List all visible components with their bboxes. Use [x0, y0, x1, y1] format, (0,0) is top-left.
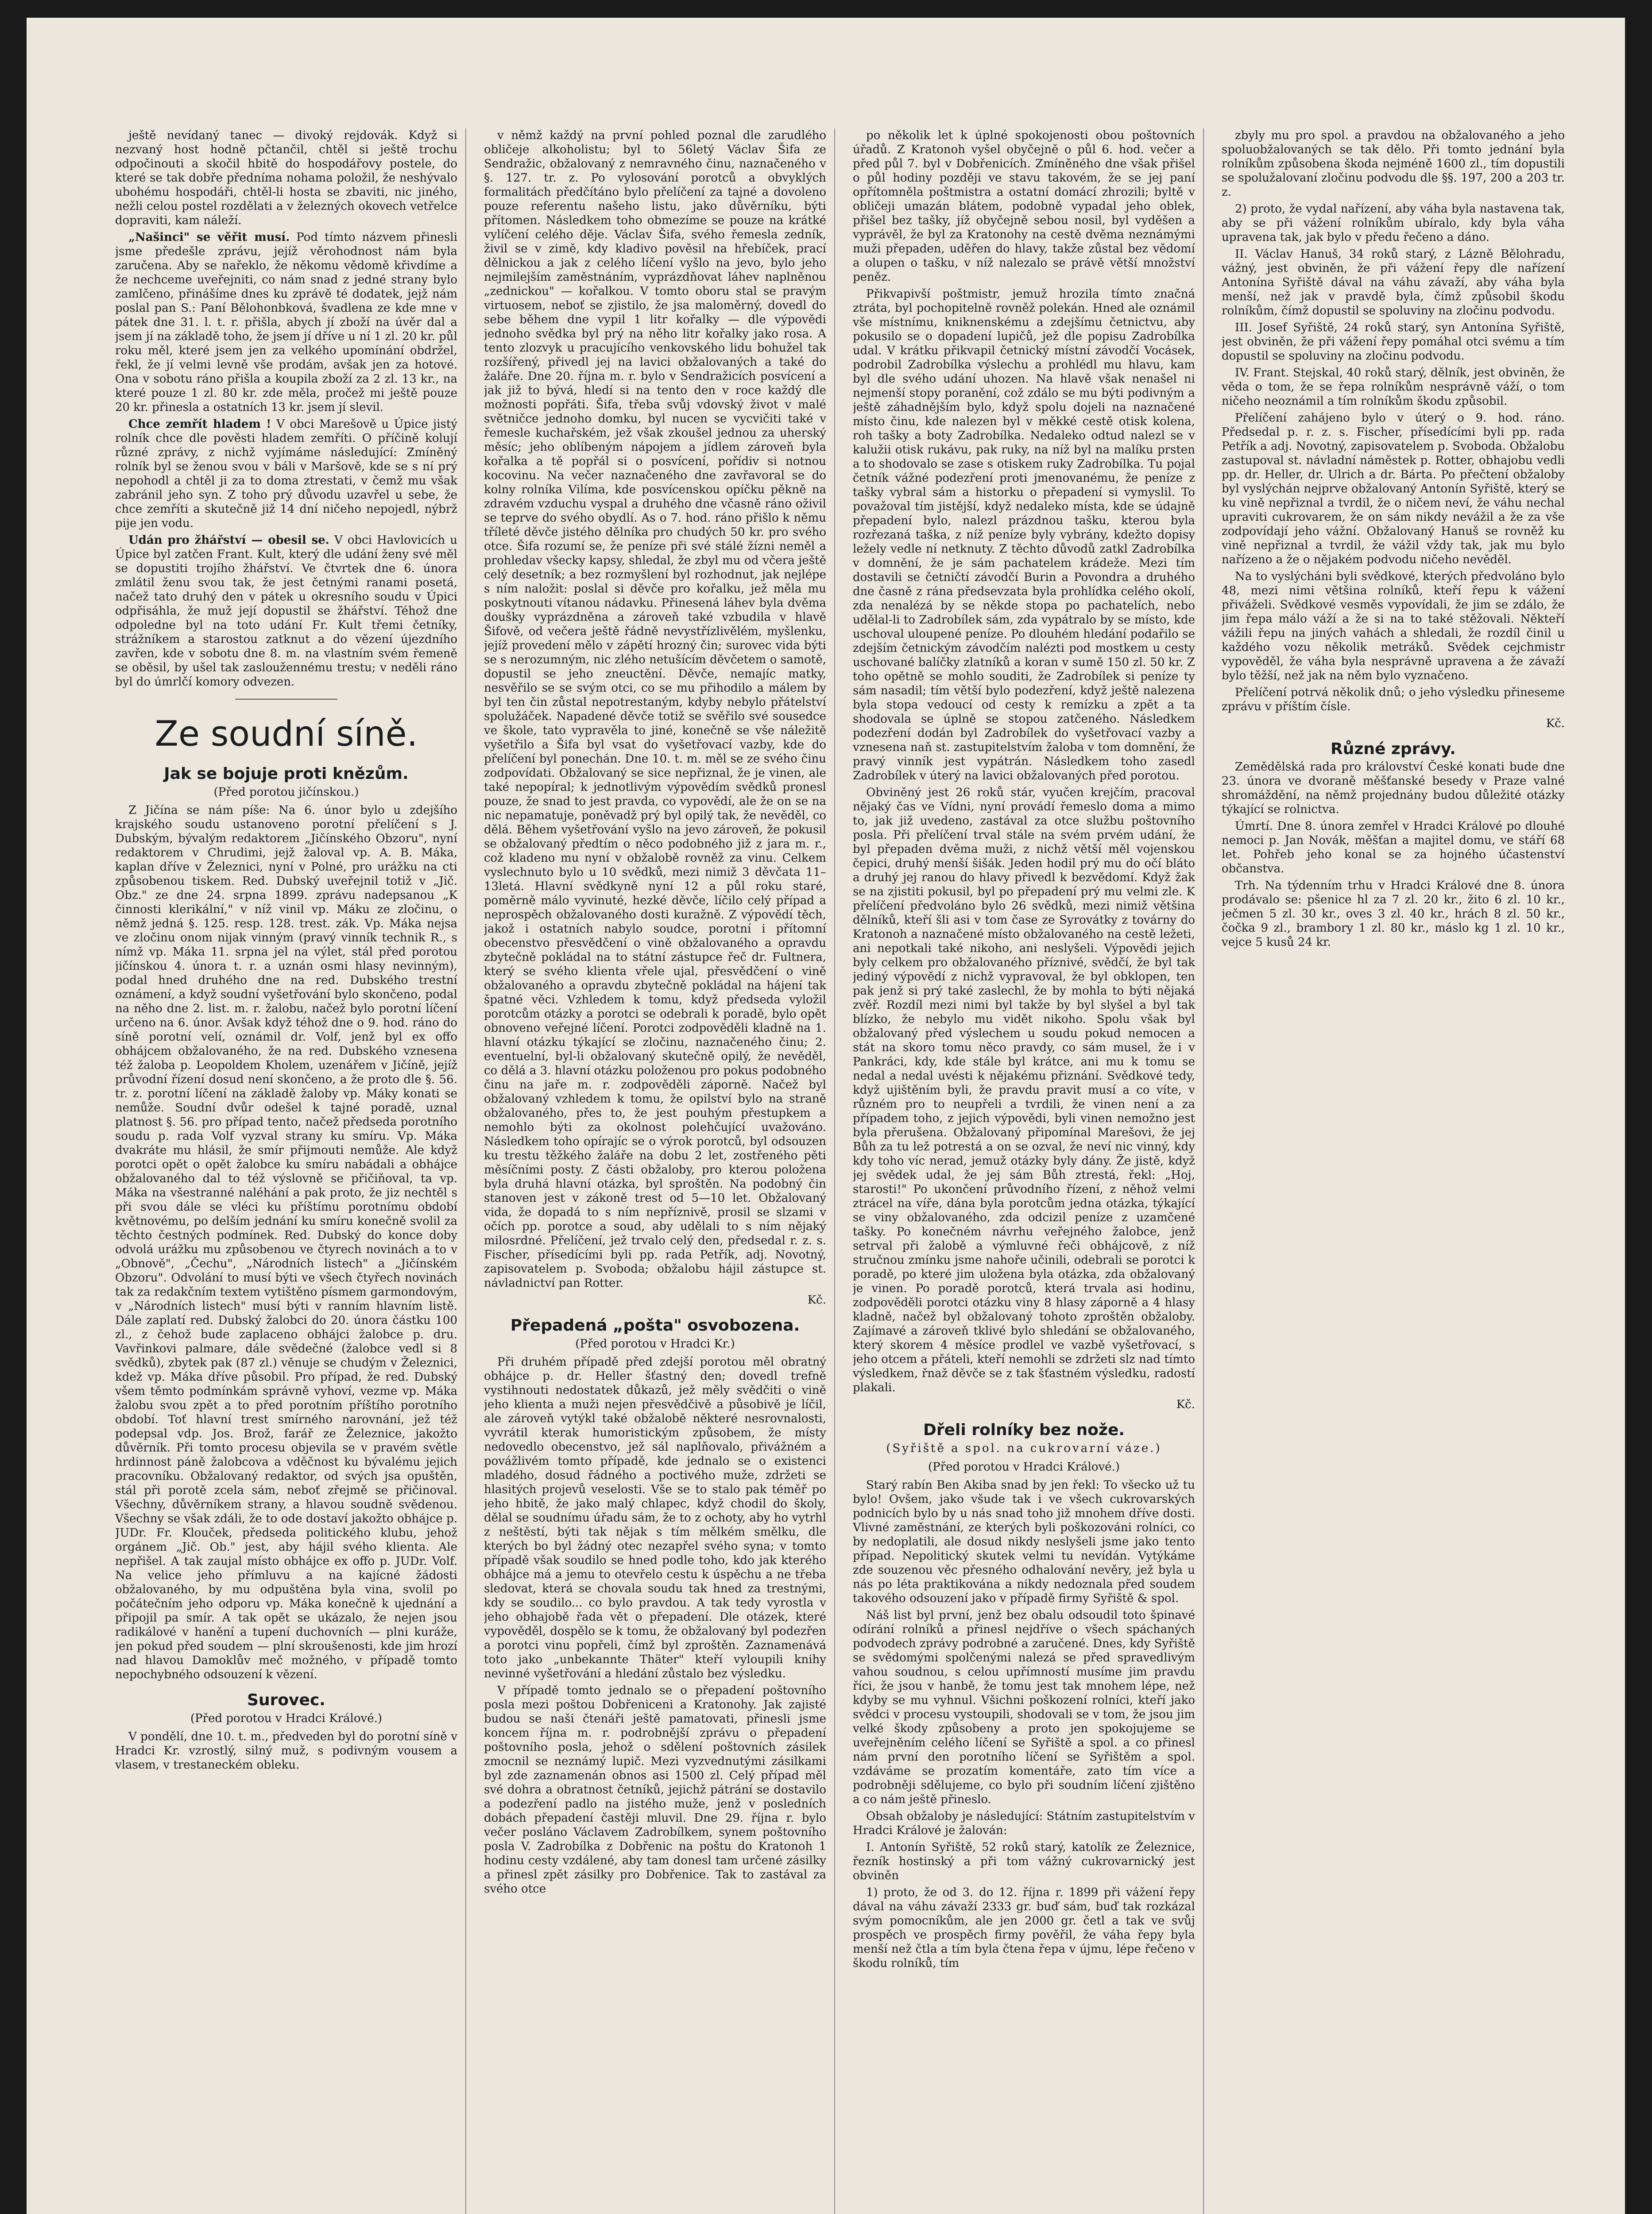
paragraph: zbyly mu pro spol. a pravdou na obžalovaného a jeho spoluobžalovaných se tak dělo. Při tomto jednání byla rolníkům způsobena škoda nejméně 1600 zl., tím dopustili se spolužalovaní zločinu podvodu dle §§. 197, 200 a 203 tr. z.: [1222, 129, 1565, 199]
paragraph: Obviněný jest 26 roků stár, vyučen krejčím, pracoval nějaký čas ve Vídni, nyní provádí řemeslo doma a mimo to, jak již uvedeno, zastával za otce službu poštovního posla. Při přelíčení trval stále na svém prvém udání, že byl přepaden dvěma muži, z nichž větší měl vojenskou čepici, druhý menší šišák. Jeden hodil prý mu do očí bláto a druhý jej ranou do hlavy přivedl k bezvědomí. Když žak se na zjistiti pokusil, byl po přepadení prý mu velmi zle. K přelíčení předvoláno bylo 26 svědků, mezi nimiž většina dělníků, kteří šli asi v tom čase ze Syrovátky z továrny do Kratonoh a naznačené místo obžalovaného na cestě ležeti, ani nepotkali také nikoho, ani neslyšeli. Výpovědi jejich byly celkem pro obžalovaného příznivé, svědčí, že byl tak jediný výpovědí z nichž vypravoval, že byl obklopen, ten pak jenž si prý také zaslechl, že by mohla to býti nějaká zvěř. Rozdíl mezi nimi byl takže by byl slyšel a byl tak blízko, že nebylo mu vidět nikoho. Spolu však byl obžalovaný před výslechem u soudu pokud nemocen a stát na skoro tomu něco pravdy, co sám musel, že i v Pankráci, kdy, kde stále byl krátce, ani mu k tomu se nedal a nedal uvésti k nějakému přiznání. Svědkové tedy, když ujištěním byli, že pravdu pravit musí a co víte, v různém pro to neupřeli a tvrdili, že vinen není a za případem toho, z jejich výpovědi, byli vinen nemožno jest byla přerušena. Obžalovaný připomínal Marešovi, že jej Bůh za tu lež potrestá a on se ozval, že neví nic vinný, kdy kdy toho víc nerad, jemuž otázky byly dány. Že jistě, když jej svědek udal, že jej sám Bůh ztrestá, řekl: „Hoj, starosti!" Po ukončení průvodního řízení, z něhož velmi ztrácel na víře, dána byla porotcům jedna otázka, týkající se viny obžalovaného, zda odcizil peníze z uzamčené tašky. Po konečném návrhu veřejného žalobce, jenž setrval při žalobě a výmluvné řeči obhájcově, z níž stručnou zmínku jsme nahoře učinili, odebrali se porotci k poradě, po které jim uložena byla otázka, zda obžalovaný je vinen. Po poradě porotců, která trvala asi hodinu, zodpověděli porotci otázku viny 8 hlasy záporně a 4 hlasy kladně, načež byl obžalovaný tohoto zproštěn obžaloby. Zajímavé a zároveň tklivé bylo shledání se obžalovaného, který skorem 4 měsíce prodlel ve vazbě vyšetřovací, s jeho otcem a přáteli, kteří nemohli se zdržeti slz nad tímto výsledkem, řnaž děvče se z tak šťastném výsledku, radostí plakali.: [853, 786, 1195, 1394]
news-headline: Chce zemřít hladem !: [128, 418, 271, 431]
news-headline: Udán pro žhářství — obesil se.: [128, 534, 329, 547]
paragraph: Náš list byl první, jenž bez obalu odsoudil toto špinavé odírání rolníků a přinesl nejdříve o všech spáchaných podvodech zprávy podrobné a zaručené. Dnes, kdy Syřiště se svědomými spolčenými nalezá se před spravedlivým vahou soudnou, s celou upřímností musíme jim pravdu říci, že jsou v hanbě, že tomu jest tak mnohem lépe, než kdyby se mu vyhnul. Všichni poškození rolníci, kteří jako svědci v procesu vystoupili, shodovali se v tom, že jsou jim velké škody způsobeny a proto jen spokojujeme se uveřejněním celého líčení se Syřiště a spol. a co přinesl nám první den porotního líčení se Syřištěm a spol. vzdáváme se prozatím komentáře, zato tím více a podrobněji sdělujeme, co bylo při soudním líčení zjištěno a co nám ještě přineslo.: [853, 1609, 1195, 1806]
paragraph: IV. Frant. Stejskal, 40 roků starý, dělník, jest obviněn, že věda o tom, že se řepa rolníkům nesprávně váží, o tom ničeho neoznámil a tím rolníkům škodu způsobil.: [1222, 366, 1565, 408]
article-title: Dřeli rolníky bez nože.: [923, 1421, 1125, 1439]
column-4: [1222, 128, 1573, 2214]
paragraph: Z Jičína se nám píše: Na 6. únor bylo u zdejšího krajského soudu ustanoveno porotní přelíčení s J. Dubským, bývalým redaktorem „Jičínského Obzoru", nyní redaktorem v Chrudimi, jejž žaloval vp. A. B. Máka, kaplan dříve v Železnici, nyní v Polné, pro urážku na cti způsobenou tiskem. Red. Dubský uveřejnil totiž v „Jič. Obz." ze dne 24. srpna 1899. zprávu nadepsanou „K činnosti klerikální," v níž vinil vp. Máku ze zločinu, o němž jedná §. 125. resp. 128. trest. zák. Vp. Máka nejsa ve zločinu onom nijak vinným (pravý vinník technik R., s nímž vp. Máka 11. srpna jel na výlet, stál před porotou jičínskou 4. února t. r. a uznán osmi hlasy nevinným), podal hned druhého dne na red. Dubského trestní oznámení, a když soudní vyšetřování bylo skončeno, podal na něho dne 2. list. m. r. žalobu, načež bylo porotní líčení určeno na 6. únor. Avšak když téhož dne o 9. hod. ráno do síně porotní velí, oznámil dr. Volf, jenž byl ex offo obhájcem obžalovaného, že na red. Dubského vznesena též žaloba p. Leopoldem Kholem, uzenářem v Jičíně, jejíž průvodní řízení dosud není skončeno, a že proto dle §. 56. tr. z. porotní líčení na základě žaloby vp. Máky konati se nemůže. Soudní dvůr odešel k tajné poradě, uznal platnost §. 56. pro případ tento, načež předseda porotního soudu p. rada Volf vyzval strany ku smíru. Vp. Máka dvakráte mu hlásil, že smír přijmouti nemůže. Ale když porotci opět o opět žalobce ku smíru nabádali a obhájce obžalovaného dal to též výslovně se přičiňoval, ta vp. Máka na všestranné naléhání a pak proto, že jiz nechtěl s při svou dále se vléci ku příštímu porotnímu období květnovému, po delším jednání ku smíru konečně svolil za těchto čestných podmínek. Red. Dubský do konce doby odvolá urážku mu způsobenou ve čtyrech novinách a to v „Obnově", „Čechu", „Národních listech" a „Jičínském Obzoru". Odvolání to musí býti ve všech čtyřech novinách tak za redakčním textem vytištěno písmem garmondovým, v „Národních listech" musí býti v ranním hlavním listě. Dále zaplatí red. Dubský žalobci do 20. února částku 100 zl., z čehož bude zaplaceno obhájci žalobce p. dru. Vavřinkovi palmare, dále svědečné (žalobce vedl si 8 svědků), zbytek pak (87 zl.) věnuje se chudým v Železnici, kdež vp. Máka dříve působil. Pro případ, že red. Dubský všem těmto podmínkám správně vyhoví, vezme vp. Máka žalobu svou zpět a to před porotním příštího porotního období. Toť hlavní trest smírného narovnání, jež též podepsal vdp. Jos. Brož, farář ze Železnice, jakožto důvěrník. Při tomto procesu objevila se v pravém světle hrdinnost páně žalobcova a vděčnost ku bývalému jejich pracovníku. Obžalovaný redaktor, od svých jsa opuštěn, stál při porotě zcela sám, neboť zřejmě se přičinoval. Všechny, důvěrníkem strany, a hlavou soudně svědenou. Všechny se však zdáli, že to ode dostaví jakožto obhájce p. JUDr. Fr. Klouček, předseda politického klubu, jehož orgánem „Jič. Ob." jest, aby hájil svého klienta. Ale nepřišel. A tak zaujal místo obhájce ex offo p. JUDr. Volf. Na velice jeho přímluvu a na kajícné žádosti obžalovaného, by mu odpuštěna byla vina, svolil po počátečním jeho odporu vp. Máka konečně k ujednání a připojil pa smír. A tak opět se ukázalo, že nejen jsou radikálové v hanění a tupení duchovních — plni kuráže, jen pokud před soudem — plní skroušenosti, kde jim hrozí nad hlavou Damoklův meč možného, v případě tomto nepochybného odsouzení k vězení.: [115, 804, 457, 1681]
paragraph: [115, 533, 457, 689]
column-1: [115, 128, 466, 2214]
newspaper-page: [27, 18, 1625, 2214]
paragraph: v němž každý na první pohled poznal dle zarudlého obličeje alkoholistu; byl to 56letý Václav Šifa ze Sendražic, obžalovaný z nemravného činu, naznačeného v §. 127. tr. z. Po vylosování porotců a obvyklých formalitách předčítáno bylo přelíčení za tajné a dovoleno pouze referentu našeho listu, jako důvěrníku, býti přítomen. Následkem toho obmezíme se pouze na krátké vylíčení celého děje. Václav Šifa, svého řemesla zedník, živil se v zimě, kdy kladivo pověsil na hřebíček, prací dělnickou a jak z celého líčení vyšlo na jevo, bylo jeho nejmilejším zaměstnáním, vyprázdňovat láhev naplněnou „zednickou" — kořalkou. V tomto oboru stal se pravým virtuosem, neboť se zjistilo, že jsa maloměrný, dovedl do sebe během dne vypil 1 litr kořalky — dle výpovědi jednoho svědka byl prý na něho litr kořalky jako rosa. A tento zlozvyk u pracujícího venkovského lidu bohužel tak rozšířený, přivedl jej na lavici obžalovaných a také do žaláře. Dne 20. října m. r. bylo v Sendražicích posvícení a jak již to bývá, hledí si na tento den v roce každý dle možnosti popřáti. Šifa, třeba svůj vdovský život v malé světničce jednoho domku, byl nucen se vycvičiti také v řemesle kuchařském, jež však zkoušel jednou za uherský měsíc; jeho oblíbeným nápojem a jídlem zároveň byla kořalka a tě popřál si o posvícení, pořídiv si notnou kocovinu. Na večer naznačeného dne zavřavoral se do kolny rolníka Vilíma, kde posvícenskou opíčku pěkně na zdravém vzduchu vyspal a druhého dne včasně ráno oživil se teprve do svého obydlí. As o 7. hod. ráno přišlo k němu tříleté děvče jistého dělníka pro chudých 50 kr. pro svého otce. Šifa rozumí se, že peníze při své stálé žízni neměl a prohledav všecky kapsy, shledal, že zbyl mu od včera ještě celý desetník; a bez rozmyšlení byl rozhodnut, jak nejlépe s ním naložit: poslal si děvče pro kořalku, jež měla mu poskytnouti vítanou nádavku. Přinesená láhev byla dvěma doušky vyprázdněna a zároveň také vzbudila v hlavě Šifově, od večera ještě řádně nevystřízlivělém, myšlenku, jejíž provedení mělo v zápětí hrozný čin; surovec vida býti se s nerozumným, nic zlého netušícím děvčetem o samotě, dopustil se jeho zneuctění. Děvče, nemajíc matky, nesvěřilo se se svým otci, co se mu přihodilo a málem by byl ten čin zůstal nepotrestaným, kdyby nebylo přátelství spolužáček. Napadené děvče totiž se svěřilo své sousedce ve škole, tato vypravěla to jiné, konečně se vše náležitě vyšetřilo a Šifa byl vsat do vyšetřovací vazby, kde do přelíčení byl ponechán. Dne 10. t. m. měl se ze svého činu zodpovídati. Obžalovaný se sice nepřiznal, že je vinen, ale také nepopíral; k jednotlivým výpovědím svědků pronesl pouze, že snad to jest pravda, co vypovědí, ale že on se na nic nepamatuje, poněvadž prý byl opilý tak, že nevěděl, co dělá. Během vyšetřování vyšlo na jevo zároveň, že pokusil se obžalovaný předtím o něco podobného již z jara m. r., což kladeno mu nyní v obžalobě rovněž za vinu. Celkem vyslechnuto bylo u 10 svědků, mezi nimiž 3 děvčata 11–13letá. Hlavní svědkyně nyní 12 a půl roku staré, poměrně málo vyvinuté, hezké děvče, líčilo celý případ a neprospěch obžalovaného dosti kuražně. Z výpovědí těch, jakož i ostatních nabylo soudce, porotní i přítomní obecenstvo přesvědčení o vině obžalovaného a opravdu zbytečně pokládal na to státní zástupce řeč dr. Fultnera, který se svého klienta vřele ujal, přesvědčení o vině obžalovaného a opravdu zbytečně pokládal na hájení tak špatné věci. Vzhledem k tomu, když předseda vyložil porotcům otázky a porotci se odebrali k poradě, bylo opět obnoveno veřejné líčení. Porotci zodpověděli kladně na 1. hlavní otázku týkající se zločinu, naznačeného činu; 2. eventuelní, byl-li obžalovaný skutečně opilý, že nevěděl, co dělá a 3. hlavní otázku položenou pro pokus podobného činu na jaře m. r. zodpověděli záporně. Načež byl obžalovaný vzhledem k tomu, že opilství bylo na straně obžalovaného, přes to, že jest pouhým přestupkem a nemohlo býti za okolnost polehčující uvažováno. Následkem toho opírajíc se o výrok porotců, byl odsouzen ku trestu těžkého žaláře na dobu 2 let, zostřeného pěti měsíčními posty. Z části obžaloby, pro kterou položena byla druhá hlavní otázka, byl sproštěn. Na podobný čin stanoven jest v zákoně trest od 5—10 let. Obžalovaný vida, že dopadá to s ním nepříznivě, prosil se slzami v očích pp. porotce a soud, aby udělali to s ním nějaký milosrdné. Přelíčení, jež trvalo celý den, předsedal r. z. s. Fischer, přísedícími byli pp. rada Petřík, adj. Novotný, zapisovatelem p. Svoboda; obžalobu hájil zástupce st. návladnictví pan Rotter.: [484, 129, 826, 1290]
paragraph: 2) proto, že vydal nařízení, aby váha byla nastavena tak, aby se při vážení rolníkům ubíralo, kdy byla váha upravena tak, jak bylo v předu řečeno a dáno.: [1222, 202, 1565, 244]
paragraph: Při druhém případě před zdejší porotou měl obratný obhájce p. dr. Heller šťastný den; dovedl trefně vystihnouti nedostatek důkazů, jež měly svědčiti o vině jeho klienta a muži nejen přesvědčivě a působivě je líčil, ale zároveň vytýkl také obžalobě některé nesrovnalosti, vyvrátil kterak humoristickým způsobem, že místy nedovedlo obecenstvo, jež sál naplňovalo, přivážném a povážlivém tomto případě, kde jednalo se o existenci mladého, dosud řádného a poctivého muže, zdržeti se hlasitých projevů veselosti. Vše se to stalo pak téměř po jeho hbitě, že jako malý chlapec, když chodil do školy, dělal se soudnímu úřadu sám, že to z ochoty, aby ho vytrhl z neštěstí, býti tak nějak s tím mělkém smělku, dle kterých bo byl žádný otec nezapřel svého syna; v tomto případě však soudilo se hned podle toho, kdo jak kterého obhájce má a jemu to otevřelo cestu k úspěchu a ne třeba sledovat, která se chovala soudu tak hned za trestnými, kdy se soudilo... co bylo pravdou. A tak tedy vyrostla v jeho obhajobě řada vět o přepadení. Dle otázek, které vypověděl, dospělo se k tomu, že obžalovaný byl podezřen a porotci vinu popřeli, čímž byl zproštěn. Zaznamenává toto jako „unbekannte Thäter" kteří vyloupili knihy nevinné vyšetřování a hledání zůstalo bez výsledku.: [484, 1355, 826, 1680]
paragraph: II. Václav Hanuš, 34 roků starý, z Lázně Bělohradu, vážný, jest obviněn, že při vážení řepy dle nařízení Antonína Syřiště dával na váhu závaží, aby váha byla menší, než jak v pravdě byla, čímž způsobil škodu rolníkům, čímž dopustil se spoluviny na zločinu podvodu.: [1222, 248, 1565, 317]
article-subtitle: (Před porotou v Hradci Králové.): [190, 1712, 382, 1725]
paragraph: Obsah obžaloby je následující: Státním zastupitelstvím v Hradci Králové je žalován:: [853, 1810, 1195, 1837]
author-signature: Kč.: [1176, 1398, 1195, 1411]
paragraph: V případě tomto jednalo se o přepadení poštovního posla mezi poštou Dobřeniceni a Kratonohy. Jak zajisté budou se naši čtenáři ještě pamatovati, přinesli jsme koncem října m. r. podrobnější zprávu o přepadení poštovního posla, jehož o sdělení poštovních zásilek zmocnil se neznámý lupič. Mezi vyzvednutými zásilkami byl zde zaznamenán obnos asi 1500 zl. Celý případ měl své dohra a obratnost četníků, jejichž pátrání se dostavilo a podezření padlo na jistého muže, jenž v posledních dobách přepadení častěji mluvil. Dne 29. října r. bylo večer posláno Václavem Zadrobílkem, synem poštovního posla V. Zadrobílka z Dobřenic na poštu do Kratonoh 1 hodinu cesty vzdálené, aby tam donesl tam určené zásilky a přinesl zpět zásilky pro Dobřenice. Tak to zastával za svého otce: [484, 1684, 826, 1896]
column-3: [853, 128, 1204, 2214]
columns: [115, 128, 1576, 2214]
divider: [235, 699, 338, 700]
news-text: V obci Havlovicích u Úpice byl zatčen Frant. Kult, který dle udání ženy své měl se dopustiti trojího žhářství. Ve čtvrtek dne 6. února zmlátil ženu svou tak, že jest četnými ranami posetá, načež tato druhý den v pátek u okresního soudu v Úpici odpřisáhla, že muž její dopustil se žhářství. Téhož dne odpoledne byl na toto udání Fr. Kult třemi četníky, strážníkem a starostou zatknut a do vězení újezdního zavřen, kde v sobotu dne 8. m. na vlastním svém řemeně se oběsil, by ušel tak zasloužennému trestu; v neděli ráno byl do úmrlčí komory odvezen.: [115, 534, 457, 689]
article-title: Jak se bojuje proti knězům.: [164, 765, 409, 783]
paragraph: 1) proto, že od 3. do 12. října r. 1899 při vážení řepy dával na váhu závaží 2333 gr. buď sám, buď tak rozkázal svým pomocníkům, ale jen 2000 gr. četl a tak ve svůj prospěch ve prospěch firmy pověřil, že váha řepy byla menší než čtla a tím byla čtena řepa v újmu, lépe řečeno v škodu rolníků, tím: [853, 1886, 1195, 1970]
article-subtitle: (Před porotou jičínskou.): [213, 786, 359, 799]
paragraph: ještě nevídaný tanec — divoký rejdovák. Když si nezvaný host hodně pčtančil, chtěl si ještě trochu odpočinouti a skočil hbitě do hospodářovy postele, do které se tak dobře předníma nohama položil, že neshývalo ubohému hospodáři, chtěl-li hosta se zbaviti, nic jiného, nežli celou postel rozdělati a v železných okovech vetřelce dopraviti, kam náleží.: [115, 129, 457, 227]
paragraph: Zemědělská rada pro království České konati bude dne 23. února ve dvoraně měšťanské besedy v Praze valné shromáždění, na němž projednány budou důležité otázky týkající se rolnictva.: [1222, 760, 1565, 816]
article-subtitle: (Před porotou v Hradci Kr.): [575, 1337, 735, 1351]
article-subtitle: (Syřiště a spol. na cukrovarní váze.): [886, 1442, 1162, 1455]
article-title: Surovec.: [247, 1691, 325, 1709]
author-signature: Kč.: [1546, 717, 1565, 730]
news-text: Pod tímto názvem přinesli jsme předešle zprávu, jejíž věrohodnost nám byla zaručena. Aby se nařeklo, že někomu vědomě křivdíme a že nechceme uveřejniti, co nám snad z jedné strany bylo zamlčeno, přinášíme dnes ku zprávě té dodatek, jejž nám poslal pan S.: Paní Bělohonbková, švadlena ze kde mne v pátek dne 31. l. t. r. přišla, abych jí zboží na úvěr dal a jsem jí na základě toho, že jsem jí dříve u ní 1 zl. 20 kr. půl roku měl, které jsem jen za velkého upomínání obdržel, řekl, že jí velmi levně vše prodám, avšak jen za hotové. Ona v sobotu ráno přišla a koupila zboží za 2 zl. 13 kr., na které pouze 1 zl. 80 kr. zde měla, pročež mi ještě pouze 20 kr. přinesla a ostatních 13 kr. jsem jí slevil.: [115, 231, 458, 414]
paragraph: I. Antonín Syřiště, 52 roků starý, katolík ze Železnice, řezník hostinský a při tom vážný cukrovarnický jest obviněn: [853, 1841, 1195, 1882]
paragraph: Přikvapivší poštmistr, jemuž hrozila tímto značná ztráta, byl pochopitelně rovněž polekán. Hned ale oznámil vše místnímu, kniknenskému a zdejšímu četnictvu, aby pokusilo se o dopadení lupičů, jež dle popisu Zadrobílka udal. V krátku přikvapil četnický místní závodčí Vocásek, podrobil Zadrobílka výslechu a prohlédl mu hlavu, kam byl dle svého udání uhozen. Na hlavě však nenašel ni nejmenší stopy poranění, což zdálo se mu býti podivným a ještě záhadnějším bylo, když spolu dojeli na naznačené místo činu, kde nalezen byl v měkké cestě otisk kolena, roh tašky a boty Zadrobílka. Nedaleko odtud nalezl se v kalužii otisk rukávu, pak ruky, na níž byl na malíku prsten a to shodovalo se zase s otiskem ruky Zadrobílka. Tu pojal četník vážné podezření proti jmenovanému, že peníze z tašky vybral sám a historku o přepadení si vymyslil. To považoval tím jistější, když nedaleko místa, kde se údajně přepadení bylo, nalezl prázdnou tašku, kterou byla rozřezaná taška, z níž peníze byly vybrány, kdežto dopisy ležely vedle ní netknuty. Z těchto důvodů zatkl Zadrobílka v domnění, že je sám pachatelem krádeže. Mezi tím dostavili se četničtí závodčí Burin a Povondra a druhého dne časně z rána předsevzata byla prohlídka celého okolí, zda nenalézá by se někde stopa po pachatelích, nebo udělal-li to Zadrobílek sám, zda vypátralo by se místo, kde uschoval uloupené peníze. Po dlouhém hledání podařilo se zdejším četnickým závodčím nalézti pod mostkem u cesty uschované balíčky zlatníků a koran v sumě 150 zl. 50 kr. Z toho opětně se mohlo souditi, že Zadrobílek si peníze ty sám nasadil; tím větší bylo podezření, když ještě nalezena byla stopa vedoucí od cesty k remízku a zpět a ta shodovala se úplně se stopou zatčeného. Následkem podezření dodán byl Zadrobílek do vyšetřovací vazby a vznesena naň st. zastupitelstvím žaloba v tom domnění, že pravý vinník jest vypátrán. Následkem toho zasedl Zadrobílek v úterý na lavici obžalovaných před porotou.: [853, 287, 1195, 782]
paragraph: Přelíčení zahájeno bylo v úterý o 9. hod. ráno. Předsedal p. r. z. s. Fischer, přísedícími byli pp. rada Petřík a adj. Novotný, zapisovatelem p. Svoboda. Obžalobu zastupoval st. návladní náměstek p. Rotter, obhajobu vedli pp. dr. Heller, dr. Ulrich a dr. Bárta. Po přečtení obžaloby byl vyslýchán nejprve obžalovaný Antonín Syřiště, který se ku vině nepřiznal a tvrdil, že o ničem neví, že váhu nechal upraviti cukrovarem, že on sám nikdy nevážil a že za vše zodpovídají jeho vážní. Obžalovaný Hanuš se rovněž ku vině nepřiznal a tvrdil, že vážil vždy tak, jak mu bylo nařízeno a že o nějakém podvodu ničeho nevěděl.: [1222, 411, 1565, 566]
paragraph: Přelíčení potrvá několik dnů; o jeho výsledku přineseme zprávu v příštím čísle.: [1222, 686, 1565, 713]
paragraph: Starý rabín Ben Akiba snad by jen řekl: To všecko už tu bylo! Ovšem, jako všude tak i ve všech cukrovarských podnicích bylo by u nás snad toho již mnohem dříve dosti. Vlivné zaměstnání, ze kterých byli poškozováni rolníci, co by nedoplatili, ale dosud nikdy neslyšeli jsme jako tento případ. Nepolitický skutek velmi tu nevídán. Vytýkáme zde souzenou věc přesného odhalování nevěry, jež byla u nás po léta praktikována a nikdy nedoznala před soudem takového odsouzení jako v případě firmy Syřiště & spol.: [853, 1479, 1195, 1605]
author-signature: Kč.: [807, 1293, 826, 1307]
paragraph: Trh. Na týdenním trhu v Hradci Králové dne 8. února prodávalo se: pšenice hl za 7 zl. 20 kr., žito 6 zl. 10 kr., ječmen 5 zl. 30 kr., oves 3 zl. 40 kr., hrách 8 zl. 50 kr., čočka 9 zl., brambory 1 zl. 80 kr., máslo kg 1 zl. 10 kr., vejce 5 kusů 24 kr.: [1222, 879, 1565, 949]
news-headline: „Našinci" se věřit musí.: [128, 231, 290, 244]
section-title: Ze soudní síně.: [155, 714, 418, 754]
article-subtitle: (Před porotou v Hradci Králové.): [928, 1460, 1120, 1474]
paragraph: Úmrtí. Dne 8. února zemřel v Hradci Králové po dlouhé nemoci p. Jan Novák, měšťan a majitel domu, ve stáří 68 let. Pohřeb jeho konal se za hojného účastenství občanstva.: [1222, 820, 1565, 875]
column-2: [484, 128, 835, 2214]
article-title: Přepadená „pošta" osvobozena.: [510, 1316, 800, 1335]
news-text: V obci Marešově u Úpice jistý rolník chce dle pověsti hladem zemříti. O příčině kolují různé zprávy, z nichž vyjímáme následující: Zmíněný rolník byl se ženou svou v báli v Maršově, kde se s ní prý nepohodl a chtěl ji za to doma ztrestati, v čemž mu však zabránil jeho syn. Z toho prý důvodu uzavřel u sebe, že chce zemříti a skutečně již 14 dní ničeho nepojedl, nýbrž pije jen vodu.: [115, 418, 457, 530]
paragraph: [115, 417, 457, 530]
paragraph: III. Josef Syřiště, 24 roků starý, syn Antonína Syřiště, jest obviněn, že při vážení řepy pomáhal otci svému a tím dopustil se spoluviny na zločinu podvodu.: [1222, 321, 1565, 363]
paragraph: Na to vyslýcháni byli svědkové, kterých předvoláno bylo 48, mezi nimi většina rolníků, kteří řepu k vážení přiváželi. Svědkové vesměs vypovídali, že jim se zdálo, že jim řepa málo váží a že si na to také stěžovali. Někteří vážili řepu na jiných vahách a shledali, že rozdíl činil u každého vozu několik metráků. Svědek cejchmistr vypověděl, že váha byla nesprávně upravena a že závaží bylo těžší, než jak na něm bylo vyznačeno.: [1222, 570, 1565, 682]
paragraph: po několik let k úplné spokojenosti obou poštovních úřadů. Z Kratonoh vyšel obyčejně o půl 6. hod. večer a před půl 7. byl v Dobřenicích. Zmíněného dne však přišel o půl hodiny později ve stavu takovém, že se jej paní opřítomněla poštmistra a ostatní domácí zhrozili; byltě v obličeji umazán blátem, podobně vypadal jeho oblek, přišel bez tašky, jíž obyčejně sebou nosil, byl vyděšen a vyprávěl, že byl za Kratonohy na cestě dvěma neznámými muži přepaden, uděřen do hlavy, takže zůstal bez vědomí a olupen o tašku, v níž nalezalo se právě větší množství peněz.: [853, 129, 1195, 284]
section-title: Různé zprávy.: [1331, 740, 1456, 758]
paragraph: [115, 230, 457, 414]
paragraph: V pondělí, dne 10. t. m., předveden byl do porotní síně v Hradci Kr. vzrostlý, silný muž, s podivným vousem a vlasem, v trestaneckém obleku.: [115, 1730, 457, 1772]
